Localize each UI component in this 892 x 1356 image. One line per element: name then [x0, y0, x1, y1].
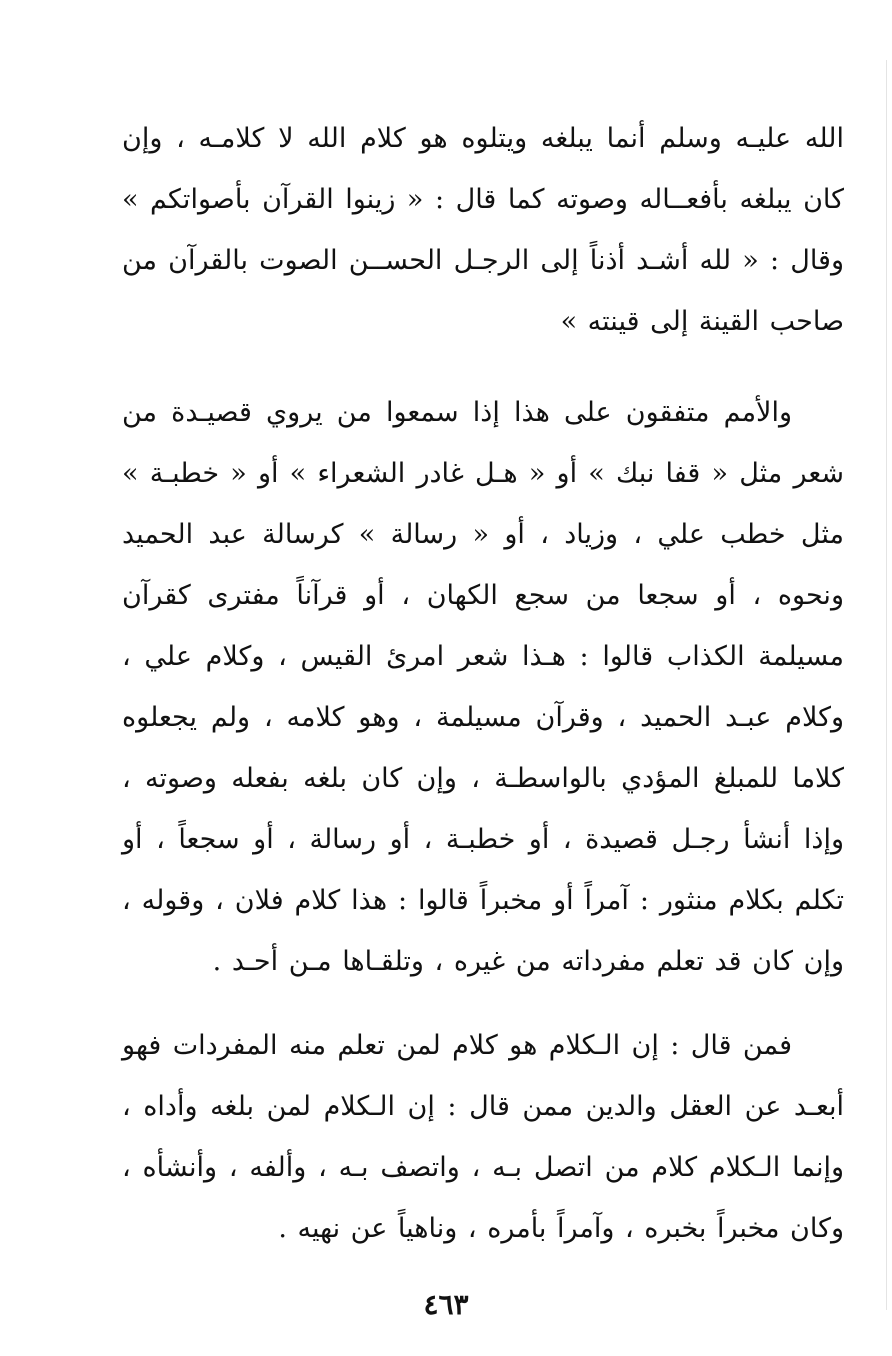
page-number: ٤٦٣	[423, 1288, 469, 1321]
paragraph-2-text: والأمم متفقون على هذا إذا سمعوا من يروي قصيـدة من شعر مثل « قفا نبك » أو « هـل غادر الشعراء » أو « خطبـة » مثل خطب علي ، وزياد ، أو « رسالة » كرسالة عبد الحميد ونحوه ، أو سجعا من سجع الكهان ، أو قرآناً مفترى كقرآن مسيلمة الكذاب قالوا : هـذا شعر امرئ القيس ، وكلام علي ، وكلام عبـد الحميد ، وقرآن مسيلمة ، وهو كلامه ، ولم يجعلوه كلاما للمبلغ المؤدي بالواسطـة ، وإن كان بلغه بفعله وصوته ، وإذا أنشأ رجـل قصيدة ، أو خطبـة ، أو رسالة ، أو سجعاً ، أو تكلم بكلام منثور : آمراً أو مخبراً قالوا : هذا كلام فلان ، وقوله ، وإن كان قد تعلم مفرداته من غيره ، وتلقـاها مـن أحـد .	[122, 397, 844, 977]
paragraph-1-text: الله عليـه وسلم أنما يبلغه ويتلوه هو كلام الله لا كلامـه ، وإن كان يبلغه بأفعــاله وصوته كما قال : « زينوا القرآن بأصواتكم » وقال : « لله أشـد أذناً إلى الرجـل الحســن الصوت بالقرآن من صاحب القينة إلى قينته »	[122, 123, 844, 337]
page-edge-line	[886, 60, 887, 1310]
paragraph-3-text: فمن قال : إن الـكلام هو كلام لمن تعلم منه المفردات فهو أبعـد عن العقل والدين ممن قال : إن الـكلام لمن بلغه وأداه ، وإنما الـكلام كلام من اتصل بـه ، واتصف بـه ، وألفه ، وأنشأه ، وكان مخبراً بخبره ، وآمراً بأمره ، وناهياً عن نهيه .	[122, 1030, 844, 1244]
paragraph-2	[122, 382, 844, 992]
paragraph-3	[122, 1015, 844, 1259]
paragraph-1	[122, 108, 844, 352]
